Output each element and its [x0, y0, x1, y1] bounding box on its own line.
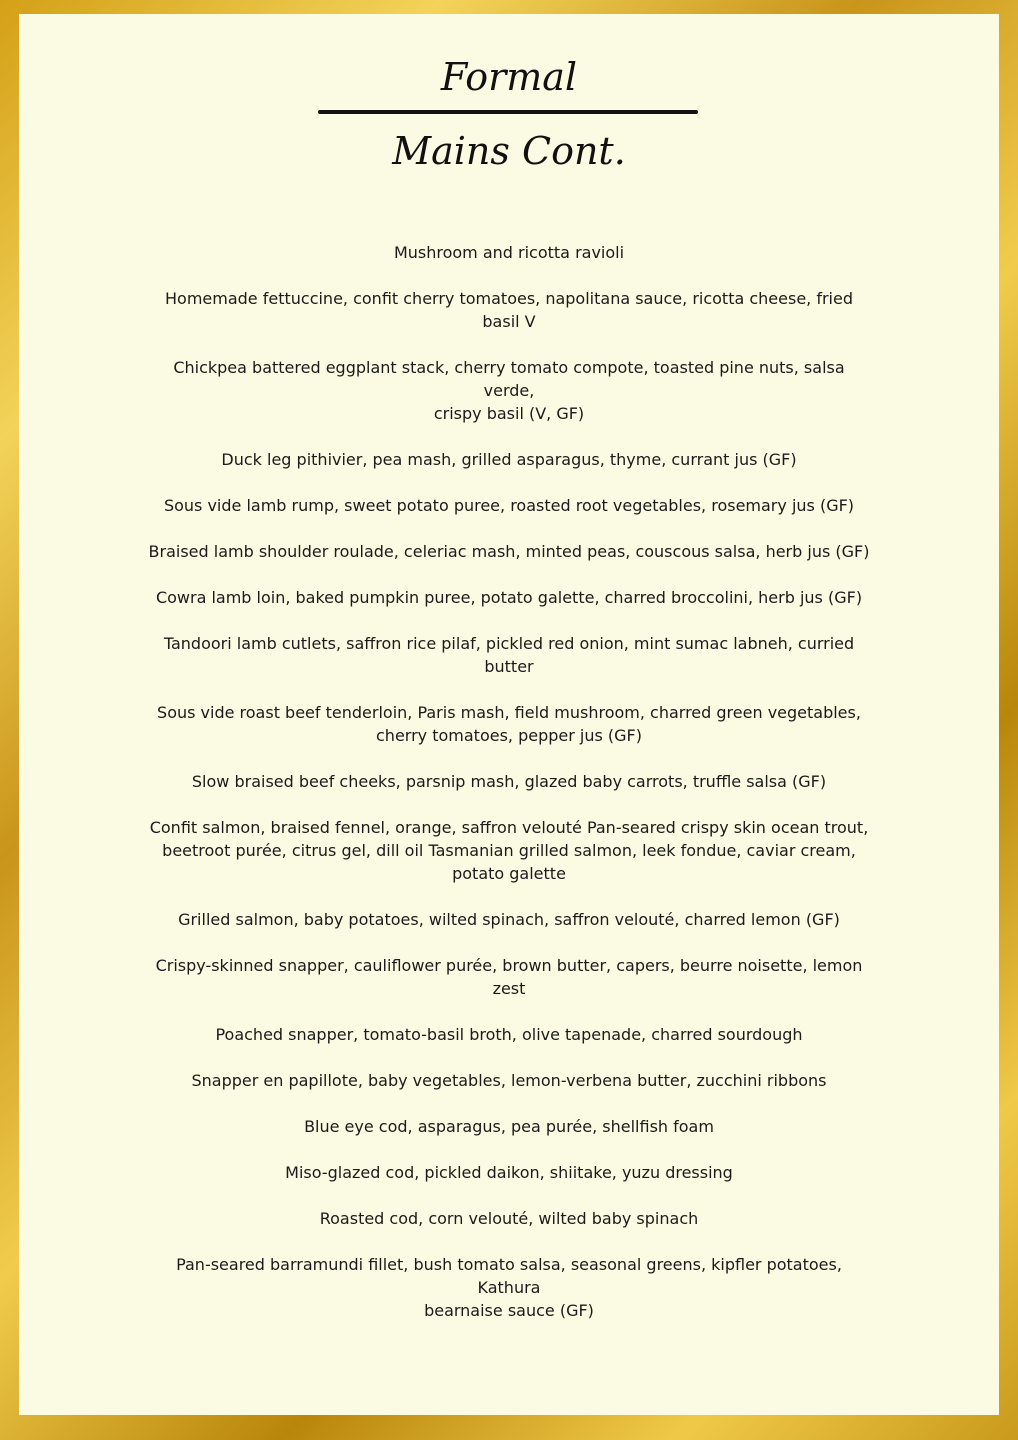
menu-item-line: Poached snapper, tomato-basil broth, olive tapenade, charred sourdough [215, 1025, 803, 1044]
menu-item-line: Miso-glazed cod, pickled daikon, shiitake, yuzu dressing [285, 1163, 733, 1182]
title-divider [318, 110, 698, 114]
menu-item [134, 540, 884, 563]
menu-item [134, 816, 884, 885]
menu-item-line: butter [484, 657, 534, 676]
menu-item-line: Blue eye cod, asparagus, pea purée, shellfish foam [304, 1117, 714, 1136]
menu-item [134, 448, 884, 471]
menu-item-line: Crispy-skinned snapper, cauliflower purée, brown butter, capers, beurre noisette, lemon [155, 956, 863, 975]
section-title: Mains Cont. [392, 129, 626, 173]
menu-item [134, 1115, 884, 1138]
menu-item-line: Mushroom and ricotta ravioli [393, 243, 625, 262]
menu-item-line: Roasted cod, corn velouté, wilted baby spinach [319, 1209, 699, 1228]
menu-item-line: Braised lamb shoulder roulade, celeriac mash, minted peas, couscous salsa, herb jus (GF) [148, 542, 870, 561]
menu-item-line: potato galette [452, 864, 566, 883]
menu-item [134, 1207, 884, 1230]
menu-page [19, 14, 999, 1415]
menu-item [134, 586, 884, 609]
menu-item-line: bearnaise sauce (GF) [424, 1301, 594, 1320]
menu-item-line: cherry tomatoes, pepper jus (GF) [376, 726, 642, 745]
menu-item [134, 1253, 884, 1322]
menu-item [134, 241, 884, 264]
menu-item-line: Homemade fettuccine, confit cherry tomatoes, napolitana sauce, ricotta cheese, fried [165, 289, 853, 308]
menu-item-line: Sous vide lamb rump, sweet potato puree, roasted root vegetables, rosemary jus (GF) [163, 496, 855, 515]
menu-item [134, 954, 884, 1000]
menu-item-line: Sous vide roast beef tenderloin, Paris mash, field mushroom, charred green vegetables, [157, 703, 861, 722]
menu-item-line: Kathura [477, 1278, 541, 1297]
menu-item-line: Duck leg pithivier, pea mash, grilled asparagus, thyme, currant jus (GF) [221, 450, 797, 469]
menu-item-line: beetroot purée, citrus gel, dill oil Tasmanian grilled salmon, leek fondue, caviar cream, [162, 841, 856, 860]
menu-item-line: Cowra lamb loin, baked pumpkin puree, potato galette, charred broccolini, herb jus (GF) [155, 588, 863, 607]
menu-item [134, 908, 884, 931]
menu-item-line: zest [492, 979, 526, 998]
menu-item [134, 1069, 884, 1092]
menu-item-line: Pan-seared barramundi fillet, bush tomato salsa, seasonal greens, kipfler potatoes, [176, 1255, 842, 1274]
menu-item [134, 356, 884, 425]
menu-item [134, 701, 884, 747]
menu-item-line: Chickpea battered eggplant stack, cherry tomato compote, toasted pine nuts, salsa [173, 358, 845, 377]
menu-item-line: basil V [482, 312, 536, 331]
menu-item [134, 770, 884, 793]
menu-item [134, 287, 884, 333]
menu-item-line: verde, [483, 381, 535, 400]
menu-item-line: crispy basil (V, GF) [433, 404, 585, 423]
menu-item-line: Snapper en papillote, baby vegetables, lemon-verbena butter, zucchini ribbons [191, 1071, 827, 1090]
menu-item-line: Slow braised beef cheeks, parsnip mash, glazed baby carrots, truffle salsa (GF) [191, 772, 827, 791]
menu-item [134, 1161, 884, 1184]
menu-list [134, 241, 884, 1345]
menu-item-line: Grilled salmon, baby potatoes, wilted spinach, saffron velouté, charred lemon (GF) [178, 910, 840, 929]
menu-item [134, 1023, 884, 1046]
menu-item [134, 494, 884, 517]
menu-item-line: Tandoori lamb cutlets, saffron rice pilaf, pickled red onion, mint sumac labneh, curried [163, 634, 855, 653]
page-title: Formal [440, 55, 578, 99]
menu-item-line: Confit salmon, braised fennel, orange, saffron velouté Pan-seared crispy skin ocean trout, [149, 818, 869, 837]
menu-item [134, 632, 884, 678]
